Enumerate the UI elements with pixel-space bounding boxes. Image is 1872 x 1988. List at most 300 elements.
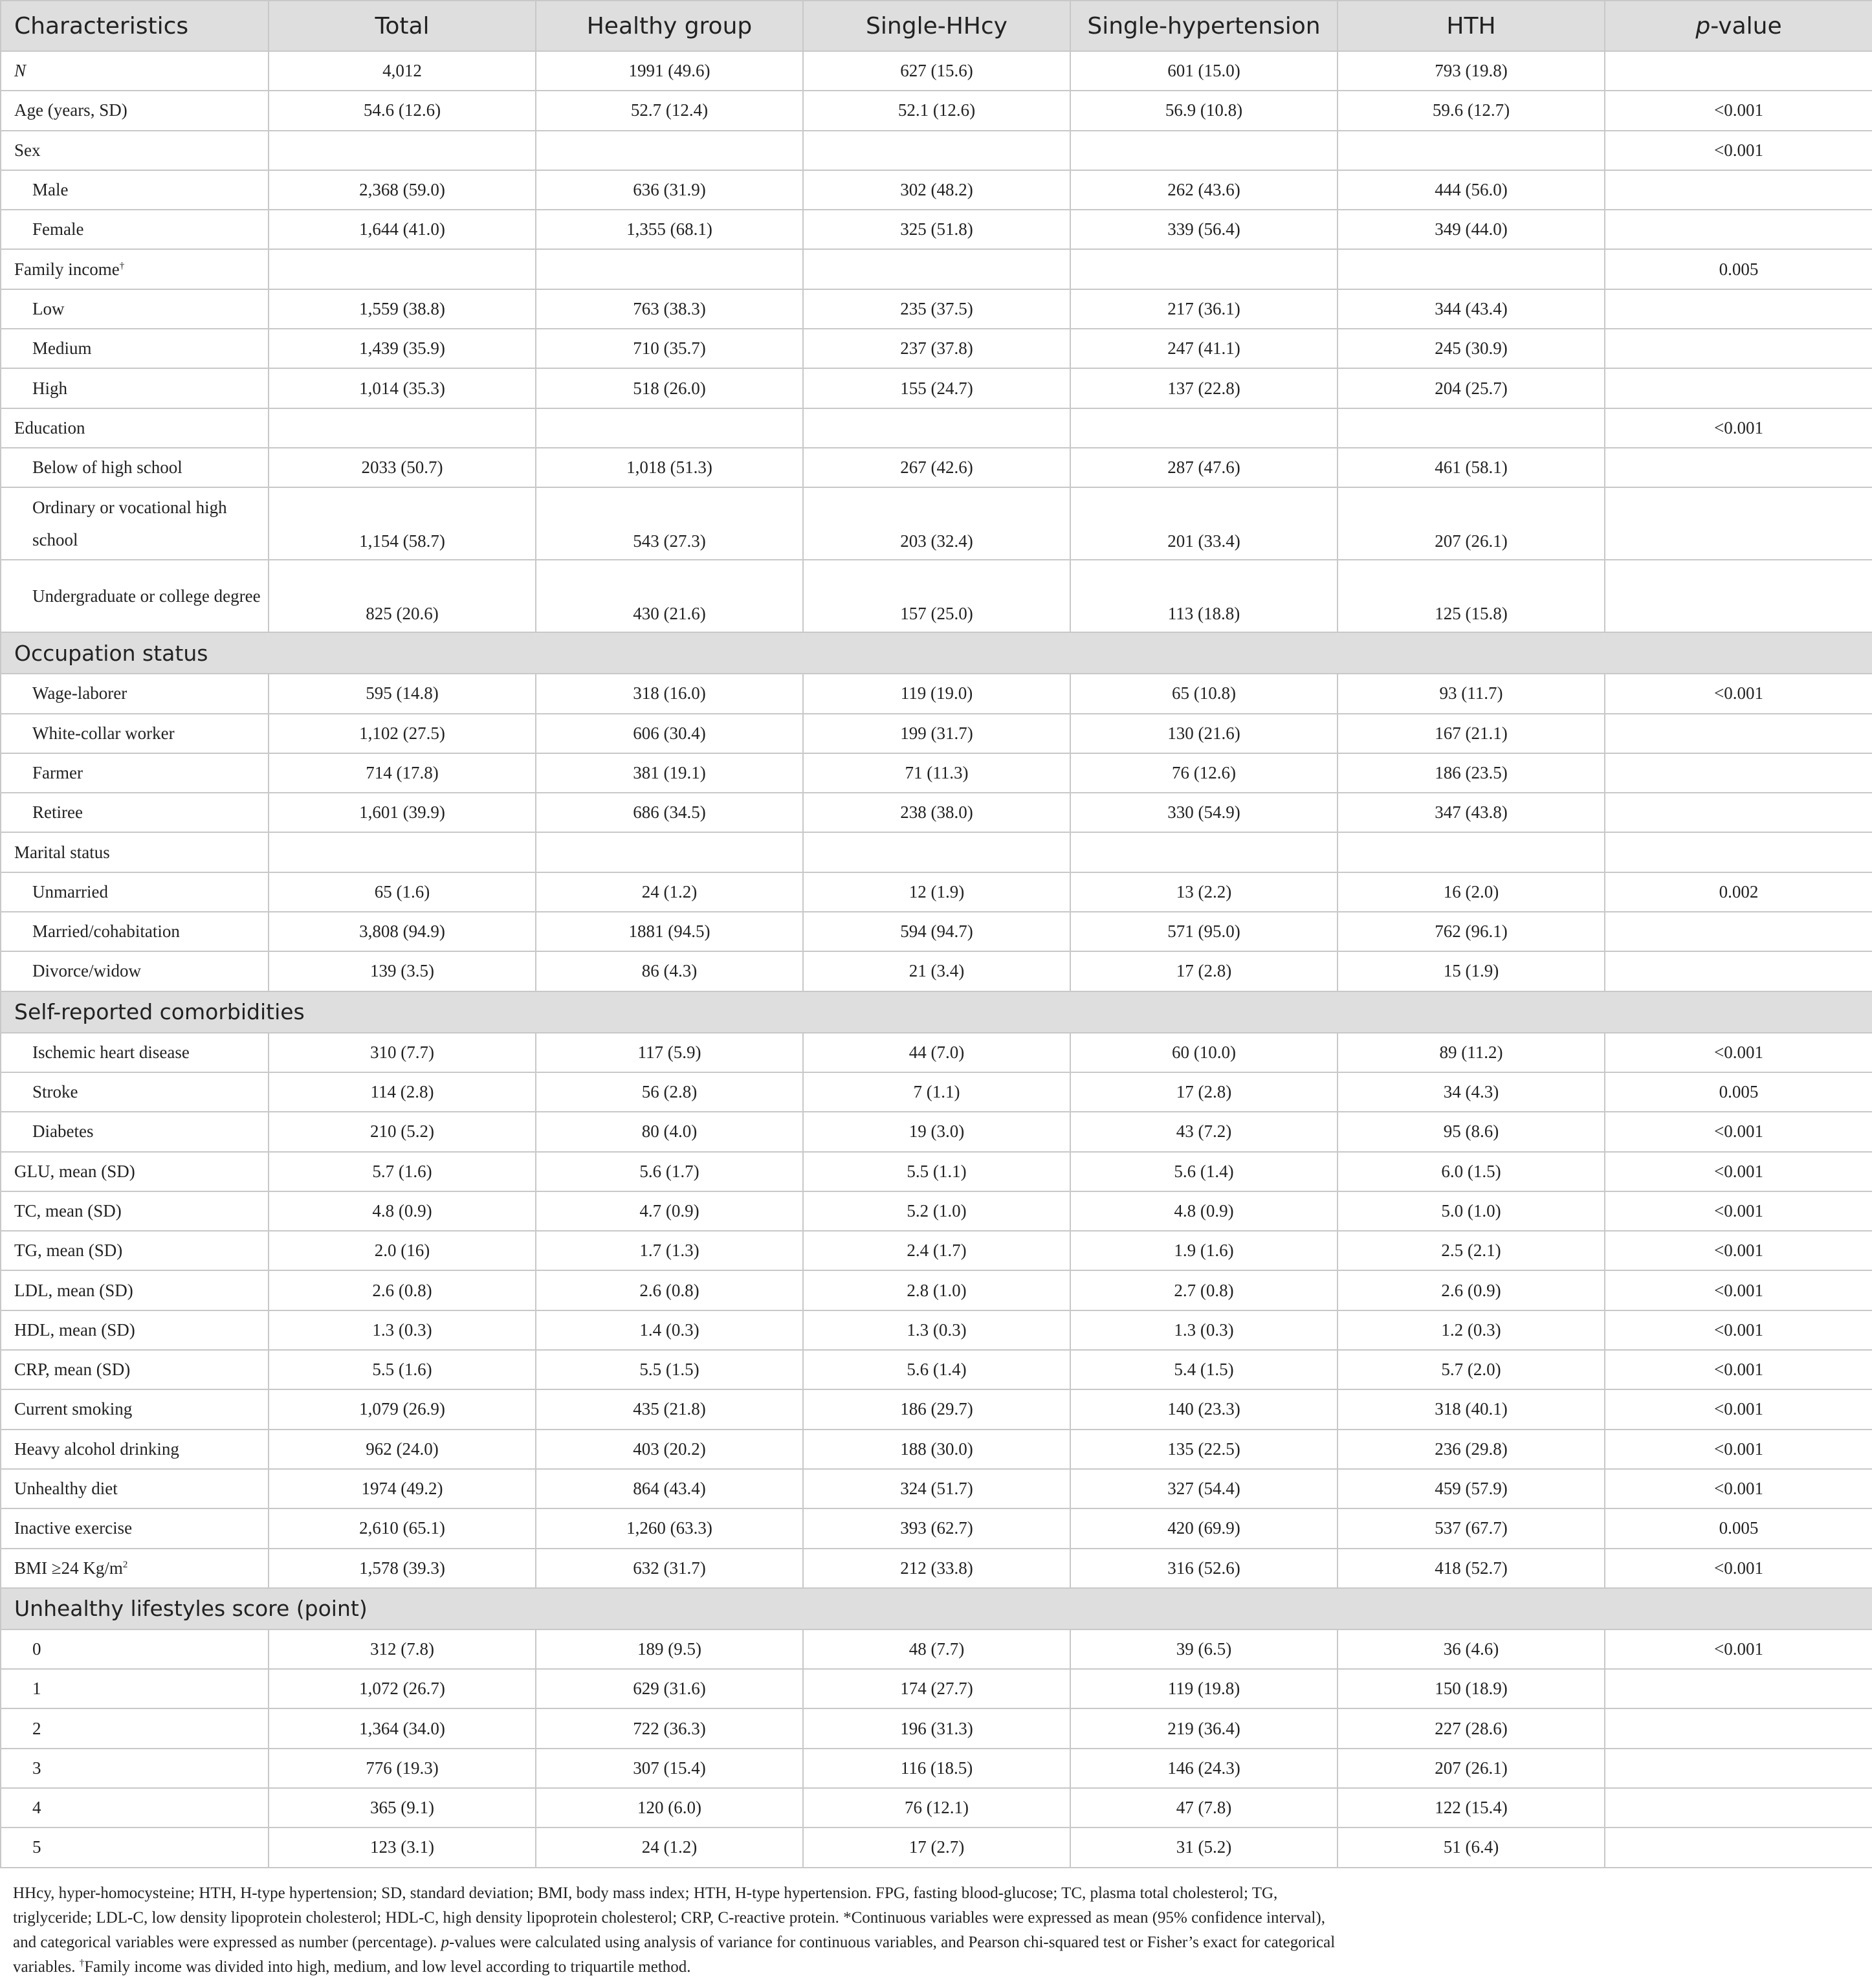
cell-total: 595 (14.8) bbox=[269, 674, 536, 713]
cell-total: 1,072 (26.7) bbox=[269, 1669, 536, 1708]
cell-single-hypertension: 56.9 (10.8) bbox=[1070, 91, 1338, 130]
cell-single-hypertension: 1.3 (0.3) bbox=[1070, 1310, 1338, 1350]
cell-single-hypertension: 17 (2.8) bbox=[1070, 951, 1338, 991]
header-p-letter: p bbox=[1695, 12, 1711, 39]
cell-healthy-group: 189 (9.5) bbox=[536, 1629, 803, 1669]
cell-healthy-group bbox=[536, 832, 803, 872]
cell-p-value bbox=[1605, 487, 1872, 560]
row-label-text: Farmer bbox=[32, 763, 83, 782]
cell-healthy-group: 763 (38.3) bbox=[536, 289, 803, 329]
cell-hth: 204 (25.7) bbox=[1338, 368, 1605, 408]
table-row bbox=[1, 1788, 1872, 1828]
cell-p-value: <0.001 bbox=[1605, 674, 1872, 713]
table-row bbox=[1, 1469, 1872, 1508]
cell-healthy-group: 636 (31.9) bbox=[536, 170, 803, 210]
row-label-text: 4 bbox=[32, 1798, 41, 1818]
cell-p-value bbox=[1605, 170, 1872, 210]
cell-total: 114 (2.8) bbox=[269, 1072, 536, 1112]
cell-p-value: <0.001 bbox=[1605, 1231, 1872, 1270]
cell-single-hhcy: 196 (31.3) bbox=[803, 1708, 1070, 1748]
row-label bbox=[1, 210, 269, 249]
row-label-superscript: † bbox=[119, 260, 125, 271]
table-row bbox=[1, 487, 1872, 560]
cell-total: 1974 (49.2) bbox=[269, 1469, 536, 1508]
cell-p-value: <0.001 bbox=[1605, 1350, 1872, 1389]
row-label-text: Age (years, SD) bbox=[14, 100, 127, 120]
cell-hth: 418 (52.7) bbox=[1338, 1549, 1605, 1588]
row-label-text: Unmarried bbox=[32, 881, 108, 901]
row-label-text: High bbox=[32, 378, 67, 398]
cell-p-value: <0.001 bbox=[1605, 1112, 1872, 1151]
row-label-text: Medium bbox=[32, 338, 92, 359]
cell-hth: 2.5 (2.1) bbox=[1338, 1231, 1605, 1270]
row-label-text: GLU, mean (SD) bbox=[14, 1161, 135, 1181]
cell-single-hypertension: 146 (24.3) bbox=[1070, 1749, 1338, 1788]
row-label bbox=[1, 1828, 269, 1867]
cell-hth bbox=[1338, 408, 1605, 448]
cell-single-hypertension: 113 (18.8) bbox=[1070, 560, 1338, 632]
row-label bbox=[1, 368, 269, 408]
cell-p-value: <0.001 bbox=[1605, 1310, 1872, 1350]
row-label-text: N bbox=[14, 61, 27, 81]
section-row bbox=[1, 1588, 1872, 1629]
table-row bbox=[1, 1033, 1872, 1072]
cell-single-hhcy bbox=[803, 249, 1070, 289]
cell-single-hhcy: 19 (3.0) bbox=[803, 1112, 1070, 1151]
header-characteristics: Characteristics bbox=[1, 1, 269, 51]
cell-hth: 93 (11.7) bbox=[1338, 674, 1605, 713]
row-label-text: Heavy alcohol drinking bbox=[14, 1439, 179, 1459]
cell-single-hypertension bbox=[1070, 832, 1338, 872]
cell-total: 312 (7.8) bbox=[269, 1629, 536, 1669]
cell-hth bbox=[1338, 131, 1605, 170]
cell-single-hhcy: 203 (32.4) bbox=[803, 487, 1070, 560]
cell-single-hypertension: 262 (43.6) bbox=[1070, 170, 1338, 210]
cell-single-hhcy: 52.1 (12.6) bbox=[803, 91, 1070, 130]
row-label-text: LDL, mean (SD) bbox=[14, 1280, 133, 1300]
row-label bbox=[1, 1231, 269, 1270]
cell-healthy-group: 629 (31.6) bbox=[536, 1669, 803, 1708]
cell-healthy-group bbox=[536, 408, 803, 448]
cell-p-value bbox=[1605, 329, 1872, 368]
cell-healthy-group: 24 (1.2) bbox=[536, 872, 803, 912]
cell-single-hhcy: 17 (2.7) bbox=[803, 1828, 1070, 1867]
cell-p-value: <0.001 bbox=[1605, 1629, 1872, 1669]
cell-total: 1,601 (39.9) bbox=[269, 793, 536, 832]
cell-p-value bbox=[1605, 448, 1872, 487]
cell-single-hypertension: 5.6 (1.4) bbox=[1070, 1152, 1338, 1191]
row-label bbox=[1, 1270, 269, 1310]
cell-single-hhcy: 12 (1.9) bbox=[803, 872, 1070, 912]
cell-total: 2,368 (59.0) bbox=[269, 170, 536, 210]
cell-single-hhcy: 235 (37.5) bbox=[803, 289, 1070, 329]
cell-healthy-group: 86 (4.3) bbox=[536, 951, 803, 991]
cell-single-hypertension: 287 (47.6) bbox=[1070, 448, 1338, 487]
table-row bbox=[1, 912, 1872, 951]
cell-healthy-group: 1,260 (63.3) bbox=[536, 1508, 803, 1548]
row-label-text: Wage-laborer bbox=[32, 683, 127, 703]
cell-hth: 207 (26.1) bbox=[1338, 1749, 1605, 1788]
header-hth: HTH bbox=[1338, 1, 1605, 51]
section-label: Self-reported comorbidities bbox=[1, 991, 1872, 1033]
cell-hth: 349 (44.0) bbox=[1338, 210, 1605, 249]
cell-hth: 245 (30.9) bbox=[1338, 329, 1605, 368]
table-row bbox=[1, 1708, 1872, 1748]
cell-hth: 347 (43.8) bbox=[1338, 793, 1605, 832]
row-label bbox=[1, 1469, 269, 1508]
row-label-text: Married/cohabitation bbox=[32, 922, 180, 942]
cell-p-value: <0.001 bbox=[1605, 408, 1872, 448]
cell-total: 962 (24.0) bbox=[269, 1430, 536, 1469]
cell-single-hhcy: 155 (24.7) bbox=[803, 368, 1070, 408]
table-row bbox=[1, 51, 1872, 91]
cell-single-hhcy: 174 (27.7) bbox=[803, 1669, 1070, 1708]
row-label-text: Current smoking bbox=[14, 1399, 133, 1419]
table-row bbox=[1, 368, 1872, 408]
row-label-text: Divorce/widow bbox=[32, 961, 141, 981]
cell-p-value bbox=[1605, 368, 1872, 408]
row-label-text: 3 bbox=[32, 1758, 41, 1778]
table-footnote bbox=[0, 1868, 1346, 1980]
row-label-text: Sex bbox=[14, 140, 41, 160]
cell-single-hhcy: 7 (1.1) bbox=[803, 1072, 1070, 1112]
table-row bbox=[1, 329, 1872, 368]
table-row bbox=[1, 1508, 1872, 1548]
cell-hth: 186 (23.5) bbox=[1338, 753, 1605, 793]
header-total: Total bbox=[269, 1, 536, 51]
cell-hth: 6.0 (1.5) bbox=[1338, 1152, 1605, 1191]
cell-total bbox=[269, 131, 536, 170]
cell-single-hypertension: 217 (36.1) bbox=[1070, 289, 1338, 329]
cell-single-hypertension: 140 (23.3) bbox=[1070, 1389, 1338, 1429]
cell-healthy-group: 2.6 (0.8) bbox=[536, 1270, 803, 1310]
row-label bbox=[1, 1072, 269, 1112]
row-label bbox=[1, 1112, 269, 1151]
cell-total: 1,014 (35.3) bbox=[269, 368, 536, 408]
cell-total: 1,154 (58.7) bbox=[269, 487, 536, 560]
row-label-text: Education bbox=[14, 417, 85, 437]
cell-single-hypertension bbox=[1070, 249, 1338, 289]
cell-hth: 36 (4.6) bbox=[1338, 1629, 1605, 1669]
cell-hth: 51 (6.4) bbox=[1338, 1828, 1605, 1867]
cell-single-hypertension: 17 (2.8) bbox=[1070, 1072, 1338, 1112]
cell-p-value bbox=[1605, 289, 1872, 329]
row-label bbox=[1, 1152, 269, 1191]
table-row bbox=[1, 674, 1872, 713]
table-row bbox=[1, 1310, 1872, 1350]
cell-hth: 318 (40.1) bbox=[1338, 1389, 1605, 1429]
row-label bbox=[1, 448, 269, 487]
cell-p-value bbox=[1605, 793, 1872, 832]
row-label-text: Ischemic heart disease bbox=[32, 1042, 190, 1062]
row-label bbox=[1, 408, 269, 448]
cell-single-hypertension: 219 (36.4) bbox=[1070, 1708, 1338, 1748]
cell-single-hypertension: 339 (56.4) bbox=[1070, 210, 1338, 249]
cell-single-hypertension: 420 (69.9) bbox=[1070, 1508, 1338, 1548]
row-label-text: Female bbox=[32, 219, 84, 239]
table-row bbox=[1, 1389, 1872, 1429]
cell-total: 1,079 (26.9) bbox=[269, 1389, 536, 1429]
cell-hth bbox=[1338, 832, 1605, 872]
row-label-text: 5 bbox=[32, 1837, 41, 1857]
table-row bbox=[1, 1828, 1872, 1867]
row-label bbox=[1, 1033, 269, 1072]
cell-single-hypertension: 76 (12.6) bbox=[1070, 753, 1338, 793]
header-p-value bbox=[1605, 1, 1872, 51]
table-row bbox=[1, 1191, 1872, 1231]
cell-single-hypertension: 4.8 (0.9) bbox=[1070, 1191, 1338, 1231]
cell-hth bbox=[1338, 249, 1605, 289]
cell-total bbox=[269, 832, 536, 872]
cell-healthy-group: 56 (2.8) bbox=[536, 1072, 803, 1112]
cell-healthy-group: 5.6 (1.7) bbox=[536, 1152, 803, 1191]
cell-total: 825 (20.6) bbox=[269, 560, 536, 632]
cell-p-value: <0.001 bbox=[1605, 1191, 1872, 1231]
cell-healthy-group: 1,355 (68.1) bbox=[536, 210, 803, 249]
cell-total: 210 (5.2) bbox=[269, 1112, 536, 1151]
row-label bbox=[1, 674, 269, 713]
cell-single-hhcy: 237 (37.8) bbox=[803, 329, 1070, 368]
cell-healthy-group: 4.7 (0.9) bbox=[536, 1191, 803, 1231]
footnote-dagger: † bbox=[79, 1958, 85, 1969]
cell-p-value: <0.001 bbox=[1605, 1270, 1872, 1310]
cell-single-hhcy: 199 (31.7) bbox=[803, 714, 1070, 753]
cell-healthy-group: 864 (43.4) bbox=[536, 1469, 803, 1508]
cell-total: 54.6 (12.6) bbox=[269, 91, 536, 130]
cell-p-value: <0.001 bbox=[1605, 91, 1872, 130]
cell-hth: 167 (21.1) bbox=[1338, 714, 1605, 753]
row-label bbox=[1, 170, 269, 210]
cell-hth: 537 (67.7) bbox=[1338, 1508, 1605, 1548]
cell-healthy-group: 686 (34.5) bbox=[536, 793, 803, 832]
row-label-text: BMI ≥24 Kg/m bbox=[14, 1558, 123, 1578]
cell-total: 4.8 (0.9) bbox=[269, 1191, 536, 1231]
cell-p-value bbox=[1605, 1828, 1872, 1867]
row-label-text: HDL, mean (SD) bbox=[14, 1320, 135, 1340]
cell-hth: 15 (1.9) bbox=[1338, 951, 1605, 991]
row-label bbox=[1, 753, 269, 793]
row-label-text: Marital status bbox=[14, 842, 110, 862]
cell-hth: 236 (29.8) bbox=[1338, 1430, 1605, 1469]
row-label-text: White-collar worker bbox=[32, 723, 175, 743]
cell-single-hhcy: 325 (51.8) bbox=[803, 210, 1070, 249]
cell-p-value: 0.005 bbox=[1605, 1072, 1872, 1112]
cell-hth: 16 (2.0) bbox=[1338, 872, 1605, 912]
section-row bbox=[1, 632, 1872, 674]
row-label bbox=[1, 91, 269, 130]
row-label bbox=[1, 1749, 269, 1788]
cell-hth: 150 (18.9) bbox=[1338, 1669, 1605, 1708]
cell-single-hypertension: 47 (7.8) bbox=[1070, 1788, 1338, 1828]
cell-single-hhcy: 76 (12.1) bbox=[803, 1788, 1070, 1828]
row-label-text: Unhealthy diet bbox=[14, 1479, 118, 1499]
table-row bbox=[1, 560, 1872, 632]
row-label bbox=[1, 1708, 269, 1748]
cell-hth: 444 (56.0) bbox=[1338, 170, 1605, 210]
cell-p-value: <0.001 bbox=[1605, 1033, 1872, 1072]
cell-single-hhcy: 267 (42.6) bbox=[803, 448, 1070, 487]
cell-total: 1,559 (38.8) bbox=[269, 289, 536, 329]
cell-single-hypertension: 31 (5.2) bbox=[1070, 1828, 1338, 1867]
table-row bbox=[1, 1549, 1872, 1588]
row-label bbox=[1, 1430, 269, 1469]
cell-hth: 227 (28.6) bbox=[1338, 1708, 1605, 1748]
cell-single-hypertension: 135 (22.5) bbox=[1070, 1430, 1338, 1469]
cell-total: 2,610 (65.1) bbox=[269, 1508, 536, 1548]
cell-single-hypertension: 137 (22.8) bbox=[1070, 368, 1338, 408]
cell-healthy-group: 318 (16.0) bbox=[536, 674, 803, 713]
section-row bbox=[1, 991, 1872, 1033]
section-label: Occupation status bbox=[1, 632, 1872, 674]
row-label-text: Stroke bbox=[32, 1082, 78, 1102]
cell-p-value: <0.001 bbox=[1605, 1549, 1872, 1588]
table-row bbox=[1, 793, 1872, 832]
cell-single-hhcy bbox=[803, 131, 1070, 170]
cell-hth: 89 (11.2) bbox=[1338, 1033, 1605, 1072]
row-label-text: Family income bbox=[14, 259, 120, 279]
header-healthy-group: Healthy group bbox=[536, 1, 803, 51]
footnote-p-italic: p bbox=[441, 1933, 449, 1951]
cell-single-hypertension: 316 (52.6) bbox=[1070, 1549, 1338, 1588]
cell-single-hypertension: 119 (19.8) bbox=[1070, 1669, 1338, 1708]
row-label bbox=[1, 560, 269, 632]
row-label bbox=[1, 714, 269, 753]
table-row bbox=[1, 714, 1872, 753]
cell-single-hypertension: 65 (10.8) bbox=[1070, 674, 1338, 713]
cell-single-hypertension: 601 (15.0) bbox=[1070, 51, 1338, 91]
table-row bbox=[1, 131, 1872, 170]
row-label bbox=[1, 832, 269, 872]
table-row bbox=[1, 289, 1872, 329]
cell-single-hhcy: 393 (62.7) bbox=[803, 1508, 1070, 1548]
row-label bbox=[1, 131, 269, 170]
row-label-superscript: 2 bbox=[122, 1559, 128, 1570]
cell-total: 5.5 (1.6) bbox=[269, 1350, 536, 1389]
table-row bbox=[1, 832, 1872, 872]
cell-p-value bbox=[1605, 753, 1872, 793]
cell-total: 1,364 (34.0) bbox=[269, 1708, 536, 1748]
cell-healthy-group: 430 (21.6) bbox=[536, 560, 803, 632]
cell-healthy-group bbox=[536, 131, 803, 170]
cell-p-value: 0.002 bbox=[1605, 872, 1872, 912]
cell-total: 776 (19.3) bbox=[269, 1749, 536, 1788]
header-p-suffix: -value bbox=[1710, 12, 1782, 39]
cell-total: 365 (9.1) bbox=[269, 1788, 536, 1828]
cell-single-hhcy: 119 (19.0) bbox=[803, 674, 1070, 713]
cell-total: 139 (3.5) bbox=[269, 951, 536, 991]
cell-p-value bbox=[1605, 714, 1872, 753]
row-label bbox=[1, 1549, 269, 1588]
cell-healthy-group: 543 (27.3) bbox=[536, 487, 803, 560]
header-single-hhcy: Single-HHcy bbox=[803, 1, 1070, 51]
cell-single-hypertension: 43 (7.2) bbox=[1070, 1112, 1338, 1151]
table-row bbox=[1, 1749, 1872, 1788]
table-row bbox=[1, 249, 1872, 289]
cell-single-hhcy: 116 (18.5) bbox=[803, 1749, 1070, 1788]
table-row bbox=[1, 1430, 1872, 1469]
cell-total: 5.7 (1.6) bbox=[269, 1152, 536, 1191]
cell-p-value bbox=[1605, 1708, 1872, 1748]
cell-healthy-group: 120 (6.0) bbox=[536, 1788, 803, 1828]
cell-p-value: <0.001 bbox=[1605, 131, 1872, 170]
cell-hth: 207 (26.1) bbox=[1338, 487, 1605, 560]
cell-total: 1,644 (41.0) bbox=[269, 210, 536, 249]
cell-hth: 5.0 (1.0) bbox=[1338, 1191, 1605, 1231]
cell-total: 2.6 (0.8) bbox=[269, 1270, 536, 1310]
cell-hth: 461 (58.1) bbox=[1338, 448, 1605, 487]
row-label-text: 0 bbox=[32, 1639, 41, 1659]
table-row bbox=[1, 951, 1872, 991]
cell-hth: 122 (15.4) bbox=[1338, 1788, 1605, 1828]
cell-p-value: <0.001 bbox=[1605, 1152, 1872, 1191]
cell-single-hhcy: 5.5 (1.1) bbox=[803, 1152, 1070, 1191]
cell-single-hhcy: 157 (25.0) bbox=[803, 560, 1070, 632]
cell-total: 2033 (50.7) bbox=[269, 448, 536, 487]
cell-single-hhcy: 5.6 (1.4) bbox=[803, 1350, 1070, 1389]
row-label bbox=[1, 912, 269, 951]
cell-total: 3,808 (94.9) bbox=[269, 912, 536, 951]
row-label bbox=[1, 1350, 269, 1389]
cell-healthy-group: 632 (31.7) bbox=[536, 1549, 803, 1588]
cell-p-value bbox=[1605, 1749, 1872, 1788]
cell-single-hypertension: 1.9 (1.6) bbox=[1070, 1231, 1338, 1270]
row-label-text: Inactive exercise bbox=[14, 1518, 133, 1538]
cell-single-hhcy: 1.3 (0.3) bbox=[803, 1310, 1070, 1350]
cell-total: 714 (17.8) bbox=[269, 753, 536, 793]
cell-healthy-group: 403 (20.2) bbox=[536, 1430, 803, 1469]
cell-single-hhcy: 21 (3.4) bbox=[803, 951, 1070, 991]
cell-total: 1,102 (27.5) bbox=[269, 714, 536, 753]
cell-hth: 1.2 (0.3) bbox=[1338, 1310, 1605, 1350]
header-single-hypertension: Single-hypertension bbox=[1070, 1, 1338, 51]
table-row bbox=[1, 1152, 1872, 1191]
cell-p-value bbox=[1605, 51, 1872, 91]
cell-hth: 344 (43.4) bbox=[1338, 289, 1605, 329]
cell-single-hhcy: 5.2 (1.0) bbox=[803, 1191, 1070, 1231]
cell-total: 1,578 (39.3) bbox=[269, 1549, 536, 1588]
table-row bbox=[1, 1669, 1872, 1708]
row-label bbox=[1, 1389, 269, 1429]
cell-single-hypertension: 330 (54.9) bbox=[1070, 793, 1338, 832]
row-label-text: Ordinary or vocational high school bbox=[32, 498, 227, 550]
cell-p-value: 0.005 bbox=[1605, 1508, 1872, 1548]
cell-single-hypertension: 327 (54.4) bbox=[1070, 1469, 1338, 1508]
table-row bbox=[1, 753, 1872, 793]
row-label-text: 1 bbox=[32, 1679, 41, 1699]
cell-single-hypertension: 130 (21.6) bbox=[1070, 714, 1338, 753]
cell-p-value bbox=[1605, 560, 1872, 632]
cell-p-value bbox=[1605, 1788, 1872, 1828]
row-label bbox=[1, 1310, 269, 1350]
cell-p-value: <0.001 bbox=[1605, 1430, 1872, 1469]
cell-hth: 125 (15.8) bbox=[1338, 560, 1605, 632]
table-row bbox=[1, 1629, 1872, 1669]
cell-single-hhcy: 186 (29.7) bbox=[803, 1389, 1070, 1429]
cell-total: 310 (7.7) bbox=[269, 1033, 536, 1072]
cell-p-value bbox=[1605, 1669, 1872, 1708]
row-label bbox=[1, 872, 269, 912]
cell-single-hypertension: 571 (95.0) bbox=[1070, 912, 1338, 951]
row-label-text: Undergraduate or college degree bbox=[32, 586, 261, 606]
cell-hth: 59.6 (12.7) bbox=[1338, 91, 1605, 130]
cell-single-hhcy: 44 (7.0) bbox=[803, 1033, 1070, 1072]
table-row bbox=[1, 1231, 1872, 1270]
cell-hth: 762 (96.1) bbox=[1338, 912, 1605, 951]
cell-p-value bbox=[1605, 951, 1872, 991]
cell-single-hypertension: 60 (10.0) bbox=[1070, 1033, 1338, 1072]
footnote-text-2: -values were calculated using analysis of variance for continuous variables, and Pearson chi-squared test or Fisher’s exact for categorical variables. bbox=[13, 1933, 1336, 1976]
cell-total: 123 (3.1) bbox=[269, 1828, 536, 1867]
